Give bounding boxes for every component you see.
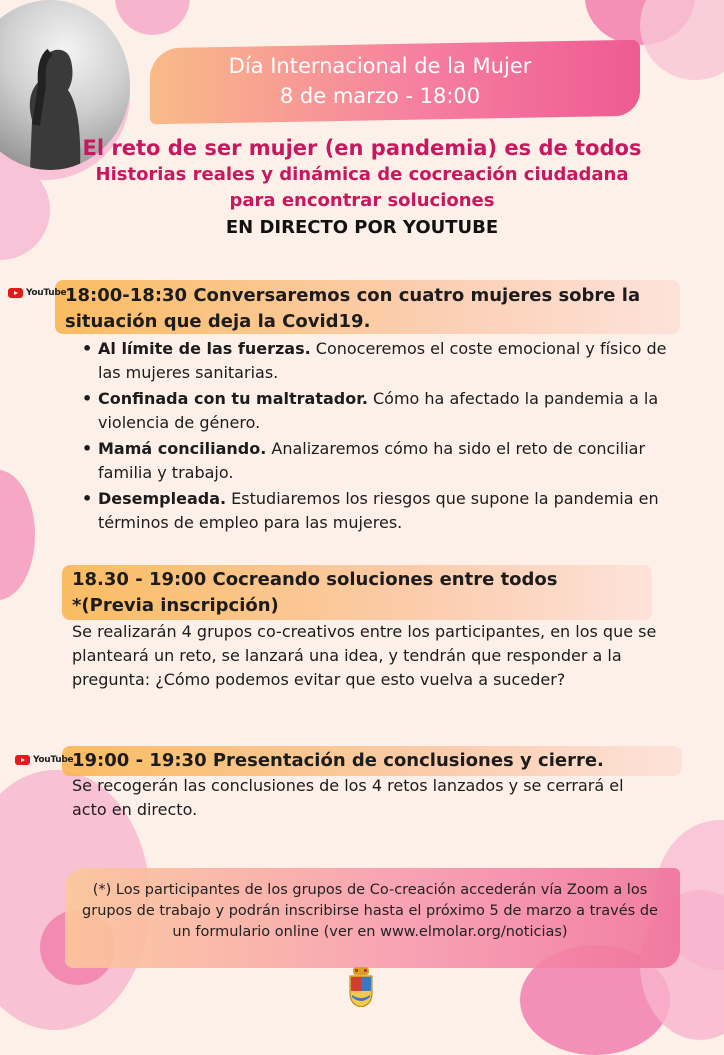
- youtube-label: YouTube: [33, 755, 74, 765]
- headline-subtitle-2: para encontrar soluciones: [229, 190, 495, 211]
- event-name: Día Internacional de la Mujer: [228, 54, 532, 78]
- headline-live: EN DIRECTO POR YOUTUBE: [225, 217, 499, 238]
- section3-title: 19:00 - 19:30 Presentación de conclusiones y cierre.: [72, 750, 604, 771]
- youtube-play-icon: [15, 755, 30, 765]
- coat-of-arms-logo: [348, 967, 374, 1007]
- decor-circle-top-right-2: [640, 0, 724, 80]
- headline-subtitle-1: Historias reales y dinámica de cocreación ciudadana: [95, 164, 629, 185]
- section2-title-line2: *(Previa inscripción): [72, 595, 279, 616]
- event-datetime: 8 de marzo - 18:00: [279, 84, 481, 108]
- section2-text: Se realizarán 4 grupos co-creativos entre los participantes, en los que se planteará un reto, se lanzará una idea, y tendrán que responder a la pregunta: ¿Cómo podemos evitar que esto vuelva a suceder?: [72, 622, 657, 689]
- section2-title: [72, 567, 672, 619]
- header-title: [160, 51, 600, 111]
- youtube-logo-1: [8, 288, 66, 298]
- decor-circle-left-2: [0, 470, 35, 600]
- section3-text: Se recogerán las conclusiones de los 4 retos lanzados y se cerrará el acto en directo.: [72, 776, 624, 819]
- youtube-logo-2: [15, 755, 73, 765]
- section2-title-line1: 18.30 - 19:00 Cocreando soluciones entre todos: [72, 569, 558, 590]
- list-item: • Mamá conciliando. Analizaremos cómo ha sido el reto de conciliar familia y trabajo.: [98, 437, 680, 485]
- list-item: • Confinada con tu maltratador. Cómo ha afectado la pandemia a la violencia de género.: [98, 387, 680, 435]
- youtube-label: YouTube: [26, 288, 67, 298]
- decor-circle-top-middle: [115, 0, 190, 35]
- section1-title: 18:00-18:30 Conversaremos con cuatro mujeres sobre la situación que deja la Covid19.: [65, 285, 641, 332]
- youtube-play-icon: [8, 288, 23, 298]
- section1-list: [80, 337, 680, 537]
- list-item: • Al límite de las fuerzas. Conoceremos el coste emocional y físico de las mujeres sanitarias.: [98, 337, 680, 385]
- list-item: • Desempleada. Estudiaremos los riesgos que supone la pandemia en términos de empleo para las mujeres.: [98, 487, 680, 535]
- footnote-text: (*) Los participantes de los grupos de Co-creación accederán vía Zoom a los grupos de trabajo y podrán inscribirse hasta el próximo 5 de marzo a través de un formulario online (ver en www.elmolar.org/noticias): [82, 882, 658, 940]
- headline-title: El reto de ser mujer (en pandemia) es de todos: [82, 136, 642, 160]
